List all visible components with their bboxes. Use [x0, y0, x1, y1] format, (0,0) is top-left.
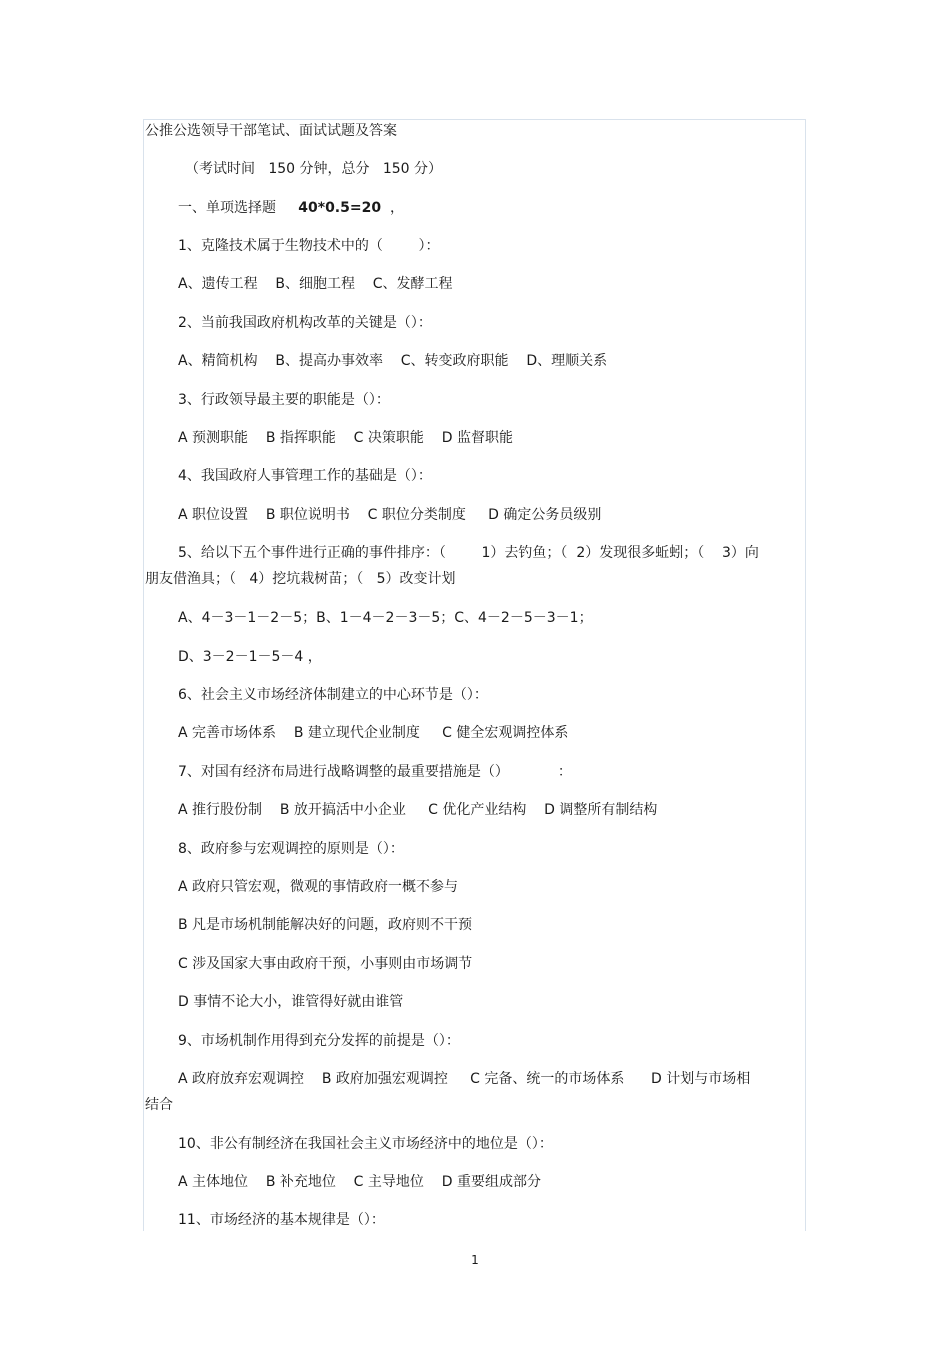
document-title: 公推公选领导干部笔试、面试试题及答案	[145, 123, 397, 139]
options-7: A 推行股份制 B 放开搞活中小企业 C 优化产业结构 D 调整所有制结构	[178, 802, 658, 818]
question-2: 2、当前我国政府机构改革的关键是（）：	[178, 315, 432, 331]
option-8c: C 涉及国家大事由政府干预，小事则由市场调节	[178, 956, 473, 972]
question-5-continued: 朋友借渔具；（ 4）挖坑栽树苗；（ 5）改变计划	[145, 571, 456, 587]
options-9-continued: 结合	[145, 1097, 173, 1113]
question-5: 5、给以下五个事件进行正确的事件排序：（ 1）去钓鱼；（ 2）发现很多蚯蚓；（ 3）向	[178, 545, 759, 561]
option-8a: A 政府只管宏观，微观的事情政府一概不参与	[178, 879, 459, 895]
options-5: A、4－3－1－2－5；B、1－4－2－3－5；C、4－2－5－3－1；	[178, 610, 593, 626]
question-6: 6、社会主义市场经济体制建立的中心环节是（）：	[178, 687, 488, 703]
question-1: 1、克隆技术属于生物技术中的（ ）：	[178, 238, 440, 254]
options-10: A 主体地位 B 补充地位 C 主导地位 D 重要组成部分	[178, 1174, 541, 1190]
question-11: 11、市场经济的基本规律是（）：	[178, 1212, 385, 1228]
question-3: 3、行政领导最主要的职能是（）：	[178, 392, 390, 408]
options-2: A、精简机构 B、提高办事效率 C、转变政府职能 D、理顺关系	[178, 353, 608, 369]
question-10: 10、非公有制经济在我国社会主义市场经济中的地位是（）：	[178, 1136, 553, 1152]
options-4: A 职位设置 B 职位说明书 C 职位分类制度 D 确定公务员级别	[178, 507, 602, 523]
option-8b: B 凡是市场机制能解决好的问题，政府则不干预	[178, 917, 473, 933]
options-3: A 预测职能 B 指挥职能 C 决策职能 D 监督职能	[178, 430, 513, 446]
section-heading-text: 一、单项选择题	[178, 200, 276, 216]
options-5-continued: D、3－2－1－5－4 ，	[178, 649, 322, 665]
question-9: 9、市场机制作用得到充分发挥的前提是（）：	[178, 1033, 460, 1049]
options-6: A 完善市场体系 B 建立现代企业制度 C 健全宏观调控体系	[178, 725, 569, 741]
question-7: 7、对国有经济布局进行战略调整的最重要措施是（） ：	[178, 764, 572, 780]
question-8: 8、政府参与宏观调控的原则是（）：	[178, 841, 404, 857]
options-1: A、遗传工程 B、细胞工程 C、发酵工程	[178, 276, 453, 292]
section-score: 40*0.5=20	[298, 200, 382, 216]
section-heading-tail: ，	[390, 200, 404, 216]
options-9: A 政府放弃宏观调控 B 政府加强宏观调控 C 完备、统一的市场体系 D 计划与市场相	[178, 1071, 751, 1087]
page-number: 1	[471, 1253, 479, 1267]
section-heading	[178, 198, 404, 218]
question-4: 4、我国政府人事管理工作的基础是（）：	[178, 468, 432, 484]
option-8d: D 事情不论大小，谁管得好就由谁管	[178, 994, 404, 1010]
exam-info: （考试时间 150 分钟，总分 150 分）	[185, 161, 443, 177]
